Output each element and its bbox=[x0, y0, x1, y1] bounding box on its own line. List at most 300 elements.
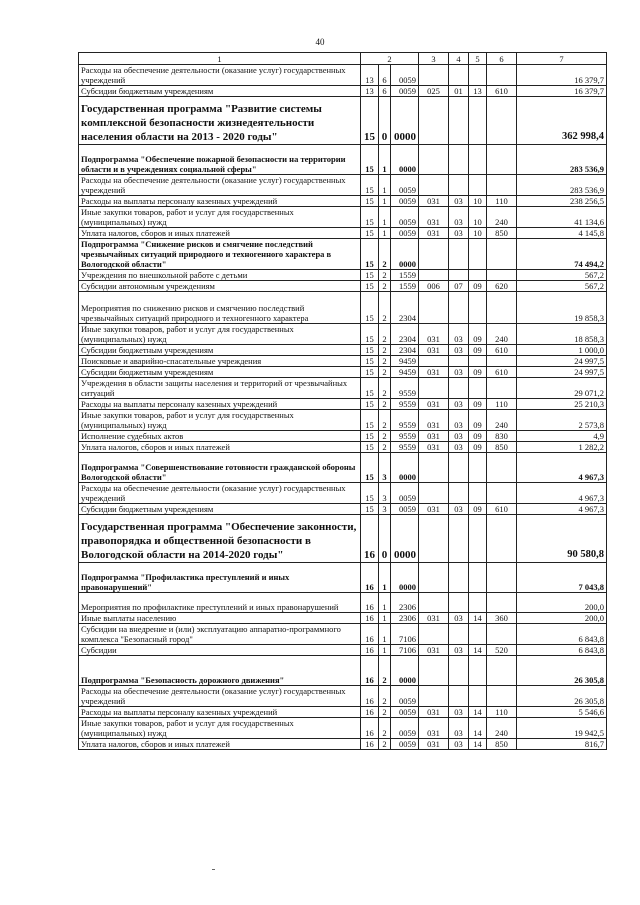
code-subsection: 10 bbox=[469, 196, 487, 207]
code-department: 031 bbox=[419, 739, 449, 750]
code-program: 16 bbox=[361, 624, 379, 645]
code-subprogram: 1 bbox=[379, 196, 391, 207]
code-expense-type: 110 bbox=[487, 399, 517, 410]
code-section bbox=[449, 624, 469, 645]
code-department bbox=[419, 483, 449, 504]
code-department bbox=[419, 292, 449, 324]
amount: 90 580,8 bbox=[517, 515, 607, 563]
code-expense-type bbox=[487, 483, 517, 504]
code-subprogram: 2 bbox=[379, 281, 391, 292]
row-name: Расходы на обеспечение деятельности (оказание услуг) государственных учреждений bbox=[79, 175, 361, 196]
code-expense-type bbox=[487, 656, 517, 686]
subprogram-row bbox=[79, 656, 607, 686]
table-row bbox=[79, 270, 607, 281]
code-subprogram: 3 bbox=[379, 453, 391, 483]
row-name: Уплата налогов, сборов и иных платежей bbox=[79, 442, 361, 453]
code-expense-type bbox=[487, 686, 517, 707]
amount: 200,0 bbox=[517, 613, 607, 624]
code-department bbox=[419, 356, 449, 367]
code-subprogram: 2 bbox=[379, 739, 391, 750]
code-direction: 0059 bbox=[391, 175, 419, 196]
code-department: 031 bbox=[419, 504, 449, 515]
table-row bbox=[79, 442, 607, 453]
code-program: 15 bbox=[361, 196, 379, 207]
code-department: 031 bbox=[419, 410, 449, 431]
amount: 4 967,3 bbox=[517, 453, 607, 483]
code-section: 03 bbox=[449, 431, 469, 442]
code-subsection bbox=[469, 270, 487, 281]
row-name: Подпрограмма "Снижение рисков и смягчение последствий чрезвычайных ситуаций природного и техногенного характера в Вологодской области" bbox=[79, 239, 361, 270]
code-subsection bbox=[469, 97, 487, 145]
code-subsection bbox=[469, 656, 487, 686]
code-section: 03 bbox=[449, 442, 469, 453]
code-subprogram: 1 bbox=[379, 613, 391, 624]
code-direction: 0000 bbox=[391, 97, 419, 145]
table-row bbox=[79, 65, 607, 86]
header-cell-4: 4 bbox=[449, 53, 469, 65]
row-name: Расходы на выплаты персоналу казенных учреждений bbox=[79, 707, 361, 718]
code-direction: 2306 bbox=[391, 613, 419, 624]
code-subprogram: 2 bbox=[379, 378, 391, 399]
table-row bbox=[79, 504, 607, 515]
code-direction: 0000 bbox=[391, 656, 419, 686]
header-cell-6: 6 bbox=[487, 53, 517, 65]
code-expense-type bbox=[487, 593, 517, 613]
code-program: 15 bbox=[361, 175, 379, 196]
amount: 200,0 bbox=[517, 593, 607, 613]
table-row bbox=[79, 86, 607, 97]
row-name: Подпрограмма "Безопасность дорожного движения" bbox=[79, 656, 361, 686]
code-subprogram: 2 bbox=[379, 239, 391, 270]
code-direction: 0059 bbox=[391, 686, 419, 707]
code-subsection bbox=[469, 145, 487, 175]
row-name: Субсидии бюджетным учреждениям bbox=[79, 367, 361, 378]
row-name: Иные закупки товаров, работ и услуг для государственных (муниципальных) нужд bbox=[79, 207, 361, 228]
code-subsection bbox=[469, 483, 487, 504]
code-subprogram: 3 bbox=[379, 483, 391, 504]
code-expense-type: 830 bbox=[487, 431, 517, 442]
code-department: 031 bbox=[419, 613, 449, 624]
code-subprogram: 1 bbox=[379, 645, 391, 656]
code-direction: 0000 bbox=[391, 453, 419, 483]
code-expense-type bbox=[487, 145, 517, 175]
code-department bbox=[419, 686, 449, 707]
code-department: 031 bbox=[419, 228, 449, 239]
code-expense-type: 850 bbox=[487, 228, 517, 239]
code-direction: 0059 bbox=[391, 65, 419, 86]
code-program: 16 bbox=[361, 686, 379, 707]
amount: 1 282,2 bbox=[517, 442, 607, 453]
code-section: 03 bbox=[449, 228, 469, 239]
amount: 283 536,9 bbox=[517, 145, 607, 175]
amount: 567,2 bbox=[517, 270, 607, 281]
code-subprogram: 1 bbox=[379, 563, 391, 593]
code-direction: 2304 bbox=[391, 292, 419, 324]
table-row bbox=[79, 686, 607, 707]
code-subsection bbox=[469, 563, 487, 593]
code-direction: 0059 bbox=[391, 207, 419, 228]
amount: 29 071,2 bbox=[517, 378, 607, 399]
table-row bbox=[79, 345, 607, 356]
code-subprogram: 1 bbox=[379, 228, 391, 239]
code-expense-type bbox=[487, 239, 517, 270]
code-department bbox=[419, 175, 449, 196]
code-program: 16 bbox=[361, 718, 379, 739]
code-department: 031 bbox=[419, 431, 449, 442]
code-direction: 0059 bbox=[391, 504, 419, 515]
table-row bbox=[79, 624, 607, 645]
code-department bbox=[419, 453, 449, 483]
code-expense-type: 240 bbox=[487, 207, 517, 228]
table-row bbox=[79, 739, 607, 750]
code-subprogram: 1 bbox=[379, 624, 391, 645]
amount: 5 546,6 bbox=[517, 707, 607, 718]
code-subsection: 14 bbox=[469, 613, 487, 624]
code-direction: 0059 bbox=[391, 707, 419, 718]
code-direction: 9559 bbox=[391, 410, 419, 431]
code-direction: 0000 bbox=[391, 515, 419, 563]
code-expense-type: 240 bbox=[487, 410, 517, 431]
code-expense-type: 850 bbox=[487, 739, 517, 750]
row-name: Субсидии bbox=[79, 645, 361, 656]
code-section bbox=[449, 356, 469, 367]
code-subprogram: 1 bbox=[379, 175, 391, 196]
code-expense-type bbox=[487, 563, 517, 593]
code-direction: 9559 bbox=[391, 399, 419, 410]
code-subprogram: 2 bbox=[379, 292, 391, 324]
code-department bbox=[419, 270, 449, 281]
code-program: 13 bbox=[361, 86, 379, 97]
code-section: 03 bbox=[449, 504, 469, 515]
code-department: 031 bbox=[419, 645, 449, 656]
code-program: 15 bbox=[361, 228, 379, 239]
code-section: 03 bbox=[449, 399, 469, 410]
code-subprogram: 6 bbox=[379, 65, 391, 86]
code-subprogram: 3 bbox=[379, 504, 391, 515]
code-expense-type: 850 bbox=[487, 442, 517, 453]
code-program: 16 bbox=[361, 593, 379, 613]
amount: 74 494,2 bbox=[517, 239, 607, 270]
code-subsection bbox=[469, 686, 487, 707]
code-subsection bbox=[469, 515, 487, 563]
code-department: 031 bbox=[419, 345, 449, 356]
code-subsection: 09 bbox=[469, 431, 487, 442]
code-section: 03 bbox=[449, 345, 469, 356]
code-subsection: 14 bbox=[469, 707, 487, 718]
code-direction: 9559 bbox=[391, 431, 419, 442]
code-direction: 1559 bbox=[391, 270, 419, 281]
code-subsection bbox=[469, 593, 487, 613]
code-expense-type: 520 bbox=[487, 645, 517, 656]
code-subsection: 10 bbox=[469, 207, 487, 228]
row-name: Подпрограмма "Совершенствование готовности гражданской обороны Вологодской области" bbox=[79, 453, 361, 483]
table-row bbox=[79, 292, 607, 324]
header-cell-1: 1 bbox=[79, 53, 361, 65]
code-subsection: 09 bbox=[469, 504, 487, 515]
table-row bbox=[79, 324, 607, 345]
table-row bbox=[79, 645, 607, 656]
table-row bbox=[79, 431, 607, 442]
code-section: 03 bbox=[449, 207, 469, 228]
code-section bbox=[449, 175, 469, 196]
row-name: Государственная программа "Обеспечение законности, правопорядка и общественной безопасности в Вологодской области на 2014-2020 годы" bbox=[79, 515, 361, 563]
code-section bbox=[449, 292, 469, 324]
code-expense-type: 610 bbox=[487, 504, 517, 515]
code-subprogram: 2 bbox=[379, 686, 391, 707]
code-expense-type: 110 bbox=[487, 707, 517, 718]
row-name: Учреждения в области защиты населения и территорий от чрезвычайных ситуаций bbox=[79, 378, 361, 399]
code-program: 15 bbox=[361, 97, 379, 145]
code-department: 025 bbox=[419, 86, 449, 97]
amount: 19 858,3 bbox=[517, 292, 607, 324]
code-department bbox=[419, 239, 449, 270]
code-direction: 0059 bbox=[391, 739, 419, 750]
code-section: 03 bbox=[449, 707, 469, 718]
row-name: Субсидии бюджетным учреждениям bbox=[79, 504, 361, 515]
code-subprogram: 2 bbox=[379, 431, 391, 442]
code-program: 16 bbox=[361, 563, 379, 593]
code-expense-type bbox=[487, 378, 517, 399]
header-cell-2: 2 bbox=[361, 53, 419, 65]
code-expense-type bbox=[487, 515, 517, 563]
code-section bbox=[449, 563, 469, 593]
code-subsection: 09 bbox=[469, 410, 487, 431]
code-program: 15 bbox=[361, 442, 379, 453]
code-section bbox=[449, 65, 469, 86]
code-expense-type: 110 bbox=[487, 196, 517, 207]
amount: 7 043,8 bbox=[517, 563, 607, 593]
row-name: Поисковые и аварийно-спасательные учреждения bbox=[79, 356, 361, 367]
budget-table bbox=[78, 52, 607, 750]
code-expense-type: 610 bbox=[487, 367, 517, 378]
code-program: 15 bbox=[361, 270, 379, 281]
code-program: 15 bbox=[361, 504, 379, 515]
code-direction: 0059 bbox=[391, 86, 419, 97]
subprogram-row bbox=[79, 453, 607, 483]
code-department: 006 bbox=[419, 281, 449, 292]
page-number: 40 bbox=[315, 37, 325, 47]
code-section bbox=[449, 453, 469, 483]
code-section: 03 bbox=[449, 739, 469, 750]
code-program: 15 bbox=[361, 410, 379, 431]
code-subprogram: 2 bbox=[379, 707, 391, 718]
code-program: 15 bbox=[361, 356, 379, 367]
code-department: 031 bbox=[419, 399, 449, 410]
amount: 2 573,8 bbox=[517, 410, 607, 431]
row-name: Государственная программа "Развитие системы комплексной безопасности жизнедеятельности населения области на 2013 - 2020 годы" bbox=[79, 97, 361, 145]
code-section: 03 bbox=[449, 613, 469, 624]
code-subprogram: 2 bbox=[379, 656, 391, 686]
code-program: 16 bbox=[361, 515, 379, 563]
code-expense-type bbox=[487, 356, 517, 367]
row-name: Подпрограмма "Профилактика преступлений и иных правонарушений" bbox=[79, 563, 361, 593]
table-row bbox=[79, 228, 607, 239]
amount: 238 256,5 bbox=[517, 196, 607, 207]
code-program: 15 bbox=[361, 324, 379, 345]
code-program: 16 bbox=[361, 645, 379, 656]
code-expense-type bbox=[487, 624, 517, 645]
amount: 283 536,9 bbox=[517, 175, 607, 196]
code-subsection: 09 bbox=[469, 281, 487, 292]
code-direction: 0000 bbox=[391, 145, 419, 175]
code-department: 031 bbox=[419, 367, 449, 378]
table-row bbox=[79, 196, 607, 207]
row-name: Расходы на обеспечение деятельности (оказание услуг) государственных учреждений bbox=[79, 686, 361, 707]
code-subsection: 09 bbox=[469, 345, 487, 356]
code-section: 03 bbox=[449, 410, 469, 431]
row-name: Субсидии на внедрение и (или) эксплуатацию аппаратно-программного комплекса "Безопасный город" bbox=[79, 624, 361, 645]
code-subsection: 09 bbox=[469, 442, 487, 453]
table-row bbox=[79, 707, 607, 718]
amount: 24 997,5 bbox=[517, 367, 607, 378]
header-cell-3: 3 bbox=[419, 53, 449, 65]
code-section bbox=[449, 656, 469, 686]
code-expense-type: 610 bbox=[487, 86, 517, 97]
code-expense-type: 240 bbox=[487, 324, 517, 345]
code-direction: 9459 bbox=[391, 367, 419, 378]
code-subprogram: 2 bbox=[379, 399, 391, 410]
code-subprogram: 2 bbox=[379, 410, 391, 431]
amount: 16 379,7 bbox=[517, 86, 607, 97]
table-row bbox=[79, 207, 607, 228]
code-subprogram: 6 bbox=[379, 86, 391, 97]
row-name: Уплата налогов, сборов и иных платежей bbox=[79, 228, 361, 239]
code-subsection bbox=[469, 292, 487, 324]
row-name: Расходы на выплаты персоналу казенных учреждений bbox=[79, 399, 361, 410]
code-expense-type bbox=[487, 270, 517, 281]
code-program: 15 bbox=[361, 378, 379, 399]
table-row bbox=[79, 281, 607, 292]
table-row bbox=[79, 175, 607, 196]
amount: 4 145,8 bbox=[517, 228, 607, 239]
code-subprogram: 2 bbox=[379, 356, 391, 367]
table-row bbox=[79, 718, 607, 739]
code-program: 15 bbox=[361, 483, 379, 504]
amount: 4 967,3 bbox=[517, 483, 607, 504]
code-subsection: 09 bbox=[469, 367, 487, 378]
code-section bbox=[449, 515, 469, 563]
code-section: 03 bbox=[449, 324, 469, 345]
code-direction: 0000 bbox=[391, 563, 419, 593]
amount: 1 000,0 bbox=[517, 345, 607, 356]
code-program: 16 bbox=[361, 707, 379, 718]
scan-mark bbox=[212, 869, 215, 870]
code-subsection bbox=[469, 378, 487, 399]
row-name: Расходы на обеспечение деятельности (оказание услуг) государственных учреждений bbox=[79, 483, 361, 504]
code-subsection: 10 bbox=[469, 228, 487, 239]
code-direction: 0059 bbox=[391, 196, 419, 207]
code-department bbox=[419, 97, 449, 145]
code-section: 07 bbox=[449, 281, 469, 292]
program-row bbox=[79, 97, 607, 145]
row-name: Субсидии бюджетным учреждениям bbox=[79, 86, 361, 97]
amount: 25 210,3 bbox=[517, 399, 607, 410]
code-program: 15 bbox=[361, 145, 379, 175]
subprogram-row bbox=[79, 563, 607, 593]
code-section: 01 bbox=[449, 86, 469, 97]
code-department bbox=[419, 563, 449, 593]
header-cell-5: 5 bbox=[469, 53, 487, 65]
amount: 4,9 bbox=[517, 431, 607, 442]
code-subsection bbox=[469, 356, 487, 367]
code-department: 031 bbox=[419, 707, 449, 718]
code-subsection bbox=[469, 239, 487, 270]
header-cell-7: 7 bbox=[517, 53, 607, 65]
code-program: 15 bbox=[361, 431, 379, 442]
code-department bbox=[419, 593, 449, 613]
code-program: 16 bbox=[361, 656, 379, 686]
row-name: Иные выплаты населению bbox=[79, 613, 361, 624]
row-name: Мероприятия по профилактике преступлений и иных правонарушений bbox=[79, 593, 361, 613]
code-section bbox=[449, 239, 469, 270]
code-subprogram: 2 bbox=[379, 345, 391, 356]
row-name: Субсидии автономным учреждениям bbox=[79, 281, 361, 292]
code-subsection bbox=[469, 65, 487, 86]
code-section: 03 bbox=[449, 718, 469, 739]
code-department: 031 bbox=[419, 324, 449, 345]
code-direction: 1559 bbox=[391, 281, 419, 292]
code-subprogram: 1 bbox=[379, 145, 391, 175]
code-direction: 2306 bbox=[391, 593, 419, 613]
code-direction: 2304 bbox=[391, 324, 419, 345]
code-department bbox=[419, 65, 449, 86]
header-row bbox=[79, 53, 607, 65]
code-subsection: 14 bbox=[469, 739, 487, 750]
code-department bbox=[419, 656, 449, 686]
code-section bbox=[449, 483, 469, 504]
code-expense-type: 620 bbox=[487, 281, 517, 292]
code-section bbox=[449, 593, 469, 613]
code-department: 031 bbox=[419, 196, 449, 207]
code-section bbox=[449, 686, 469, 707]
code-direction: 0059 bbox=[391, 718, 419, 739]
code-subprogram: 1 bbox=[379, 207, 391, 228]
row-name: Расходы на выплаты персоналу казенных учреждений bbox=[79, 196, 361, 207]
code-department bbox=[419, 515, 449, 563]
amount: 26 305,8 bbox=[517, 686, 607, 707]
code-direction: 9559 bbox=[391, 378, 419, 399]
row-name: Иные закупки товаров, работ и услуг для государственных (муниципальных) нужд bbox=[79, 324, 361, 345]
code-subprogram: 2 bbox=[379, 324, 391, 345]
code-subsection: 14 bbox=[469, 645, 487, 656]
code-subsection: 09 bbox=[469, 324, 487, 345]
code-subsection: 13 bbox=[469, 86, 487, 97]
code-direction: 9559 bbox=[391, 442, 419, 453]
code-direction: 7106 bbox=[391, 645, 419, 656]
amount: 4 967,3 bbox=[517, 504, 607, 515]
program-row bbox=[79, 515, 607, 563]
amount: 26 305,8 bbox=[517, 656, 607, 686]
code-program: 13 bbox=[361, 65, 379, 86]
code-section: 03 bbox=[449, 367, 469, 378]
subprogram-row bbox=[79, 239, 607, 270]
code-expense-type bbox=[487, 97, 517, 145]
code-department bbox=[419, 145, 449, 175]
row-name: Учреждения по внешкольной работе с детьми bbox=[79, 270, 361, 281]
code-subprogram: 2 bbox=[379, 442, 391, 453]
table-row bbox=[79, 483, 607, 504]
code-department: 031 bbox=[419, 207, 449, 228]
code-section: 03 bbox=[449, 196, 469, 207]
amount: 19 942,5 bbox=[517, 718, 607, 739]
code-expense-type: 240 bbox=[487, 718, 517, 739]
code-expense-type bbox=[487, 65, 517, 86]
amount: 362 998,4 bbox=[517, 97, 607, 145]
code-program: 15 bbox=[361, 207, 379, 228]
code-direction: 9459 bbox=[391, 356, 419, 367]
amount: 24 997,5 bbox=[517, 356, 607, 367]
table-row bbox=[79, 356, 607, 367]
